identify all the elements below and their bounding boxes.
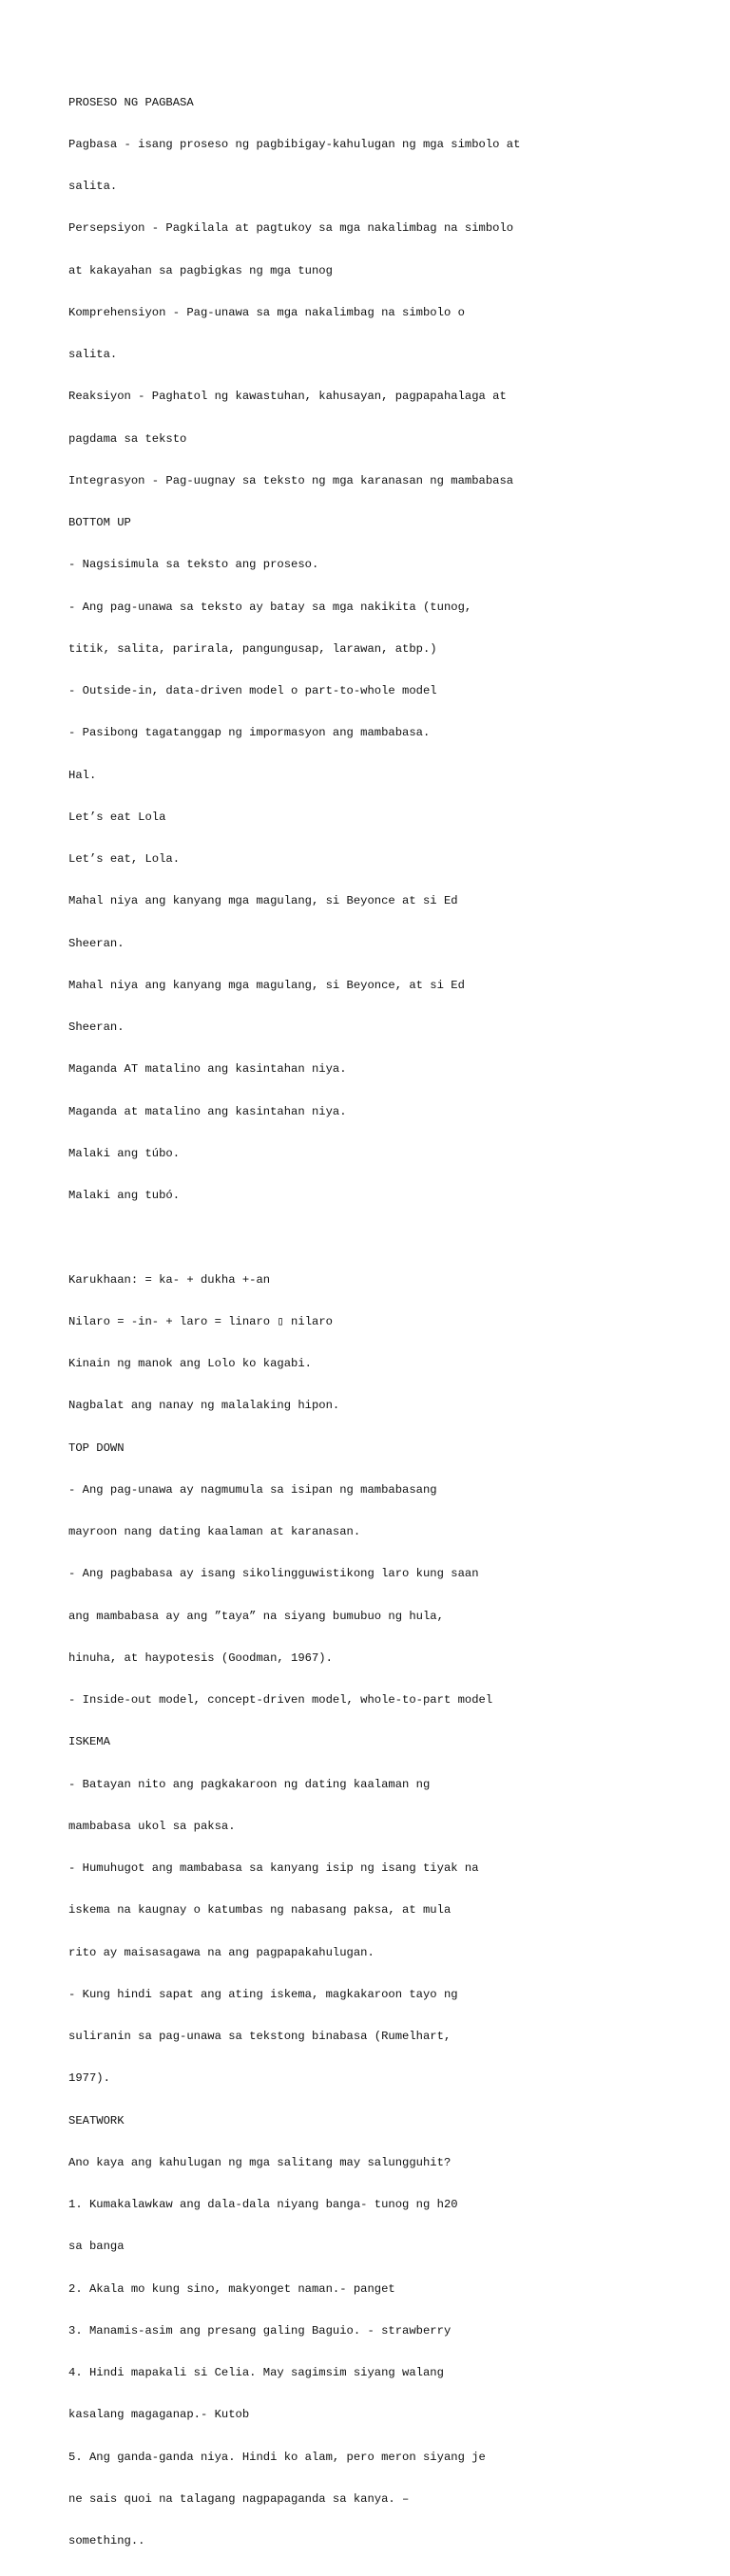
text-line: Mahal niya ang kanyang mga magulang, si Beyonce, at si Ed <box>68 978 465 992</box>
text-line: Pagbasa - isang proseso ng pagbibigay-kahulugan ng mga simbolo at <box>68 137 521 151</box>
text-line: Let’s eat Lola <box>68 810 166 824</box>
text-line: 5. Ang ganda-ganda niya. Hindi ko alam, pero meron siyang je <box>68 2450 486 2464</box>
text-line: - Nagsisimula sa teksto ang proseso. <box>68 558 319 572</box>
document-text <box>68 67 677 2576</box>
heading-proseso-ng-pagbasa: PROSESO NG PAGBASA <box>68 95 194 109</box>
heading-bottom-up: BOTTOM UP <box>68 516 131 529</box>
text-line: Integrasyon - Pag-uugnay sa teksto ng mga karanasan ng mambabasa <box>68 473 514 487</box>
text-line: - Ang pagbabasa ay isang sikolingguwistikong laro kung saan <box>68 1567 479 1581</box>
text-line: - Batayan nito ang pagkakaroon ng dating kaalaman ng <box>68 1777 431 1791</box>
text-line: sa banga <box>68 2240 125 2254</box>
text-line: Mahal niya ang kanyang mga magulang, si Beyonce at si Ed <box>68 894 458 908</box>
text-line: - Humuhugot ang mambabasa sa kanyang isip ng isang tiyak na <box>68 1861 479 1875</box>
text-line: Sheeran. <box>68 1021 125 1034</box>
text-line: - Ang pag-unawa ay nagmumula sa isipan ng mambabasang <box>68 1482 437 1497</box>
heading-top-down: TOP DOWN <box>68 1441 125 1455</box>
text-line: something.. <box>68 2534 145 2547</box>
text-line: Ano kaya ang kahulugan ng mga salitang may salungguhit? <box>68 2155 451 2169</box>
text-line: hinuha, at haypotesis (Goodman, 1967). <box>68 1651 333 1665</box>
text-line: 1977). <box>68 2071 110 2086</box>
text-line: mayroon nang dating kaalaman at karanasan. <box>68 1525 361 1538</box>
text-line: suliranin sa pag-unawa sa tekstong binabasa (Rumelhart, <box>68 2030 451 2043</box>
heading-seatwork: SEATWORK <box>68 2113 125 2128</box>
text-line: - Pasibong tagatanggap ng impormasyon ang mambabasa. <box>68 726 431 740</box>
text-line: pagdama sa teksto <box>68 431 187 446</box>
text-line: Maganda at matalino ang kasintahan niya. <box>68 1104 347 1118</box>
text-line: 1. Kumakalawkaw ang dala-dala niyang banga- tunog ng h20 <box>68 2198 458 2211</box>
text-line: - Kung hindi sapat ang ating iskema, magkakaroon tayo ng <box>68 1987 458 2001</box>
text-line: Nagbalat ang nanay ng malalaking hipon. <box>68 1399 340 1413</box>
text-line: Maganda AT matalino ang kasintahan niya. <box>68 1062 347 1077</box>
text-line: - Outside-in, data-driven model o part-to-whole model <box>68 684 437 697</box>
text-line: Reaksiyon - Paghatol ng kawastuhan, kahusayan, pagpapahalaga at <box>68 390 507 404</box>
text-line: 4. Hindi mapakali si Celia. May sagimsim siyang walang <box>68 2366 444 2379</box>
text-line: kasalang magaganap.- Kutob <box>68 2408 250 2422</box>
text-line: Persepsiyon - Pagkilala at pagtukoy sa mga nakalimbag na simbolo <box>68 221 514 236</box>
text-line: Komprehensiyon - Pag-unawa sa mga nakalimbag na simbolo o <box>68 305 465 319</box>
text-line: salita. <box>68 180 118 193</box>
text-line: at kakayahan sa pagbigkas ng mga tunog <box>68 263 333 277</box>
text-line: salita. <box>68 348 118 361</box>
text-line: titik, salita, parirala, pangungusap, larawan, atbp.) <box>68 641 437 656</box>
text-line: ne sais quoi na talagang nagpapaganda sa kanya. – <box>68 2491 410 2506</box>
text-line: Sheeran. <box>68 936 125 950</box>
text-line: Let’s eat, Lola. <box>68 852 181 866</box>
text-line: 2. Akala mo kung sino, makyonget naman.- panget <box>68 2281 395 2296</box>
text-line: Kinain ng manok ang Lolo ko kagabi. <box>68 1357 312 1370</box>
text-line: Hal. <box>68 768 97 782</box>
text-line: ang mambabasa ay ang ”taya” na siyang bumubuo ng hula, <box>68 1609 444 1623</box>
text-line: mambabasa ukol sa paksa. <box>68 1819 236 1833</box>
text-line: 3. Manamis-asim ang presang galing Baguio. - strawberry <box>68 2323 451 2337</box>
text-line: iskema na kaugnay o katumbas ng nabasang paksa, at mula <box>68 1903 451 1918</box>
heading-iskema: ISKEMA <box>68 1735 110 1749</box>
text-line: rito ay maisasagawa na ang pagpapakahulugan. <box>68 1945 375 1959</box>
text-line: Malaki ang túbo. <box>68 1146 181 1160</box>
text-line: Malaki ang tubó. <box>68 1189 181 1202</box>
text-line: Karukhaan: = ka- + dukha +-an <box>68 1272 271 1287</box>
text-line: - Ang pag-unawa sa teksto ay batay sa mga nakikita (tunog, <box>68 600 472 614</box>
text-line: - Inside-out model, concept-driven model, whole-to-part model <box>68 1693 493 1707</box>
text-line: Nilaro = -in- + laro = linaro ▯ nilaro <box>68 1314 333 1328</box>
blank-line <box>68 1231 677 1245</box>
